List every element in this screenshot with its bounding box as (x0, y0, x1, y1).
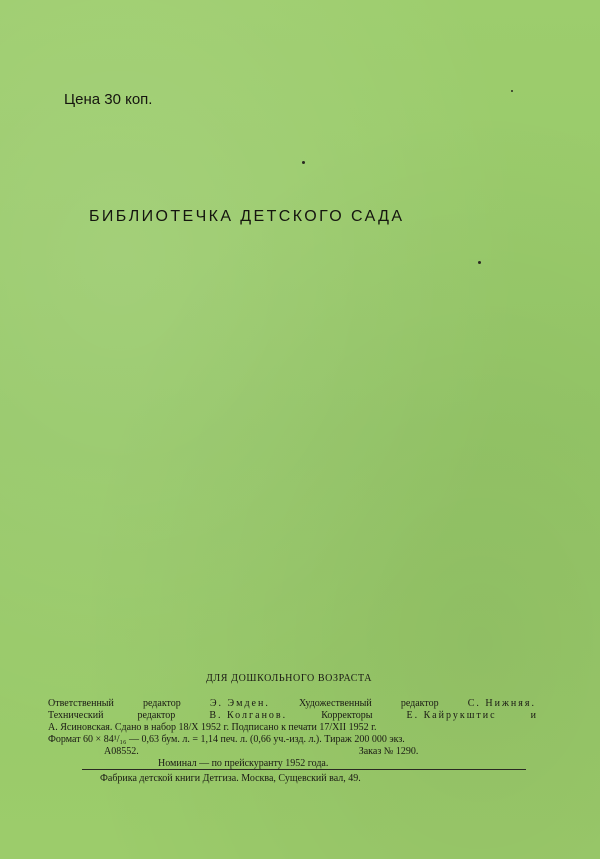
print-speck (511, 90, 513, 92)
credits-line: Формат 60 × 84¹/₁₆ — 0,63 бум. л. = 1,14 печ. л. (0,66 уч.-изд. л.). Тираж 200 000 экз. (48, 734, 405, 745)
credits-line: Номинал — по прейскуранту 1952 года. (158, 758, 329, 769)
series-title: БИБЛИОТЕЧКА ДЕТСКОГО САДА (89, 208, 405, 225)
credits-line: Ответственный редактор Э. Эмден. Художественный редактор С. Нижняя. (48, 698, 536, 709)
credits-line: А. Ясиновская. Сдано в набор 18/X 1952 г. Подписано к печати 17/XII 1952 г. (48, 722, 377, 733)
price-label: Цена 30 коп. (64, 91, 153, 108)
credits-line: А08552. Заказ № 1290. (104, 746, 419, 757)
print-speck (478, 261, 481, 264)
divider-rule (82, 769, 526, 770)
factory-imprint: Фабрика детской книги Детгиза. Москва, Сущевский вал, 49. (100, 773, 361, 784)
credits-line: Технический редактор В. Колганов. Корректоры Е. Кайрукштис и (48, 710, 536, 721)
age-group-label: ДЛЯ ДОШКОЛЬНОГО ВОЗРАСТА (206, 673, 373, 684)
print-speck (302, 161, 305, 164)
imprint-credits (48, 698, 536, 770)
